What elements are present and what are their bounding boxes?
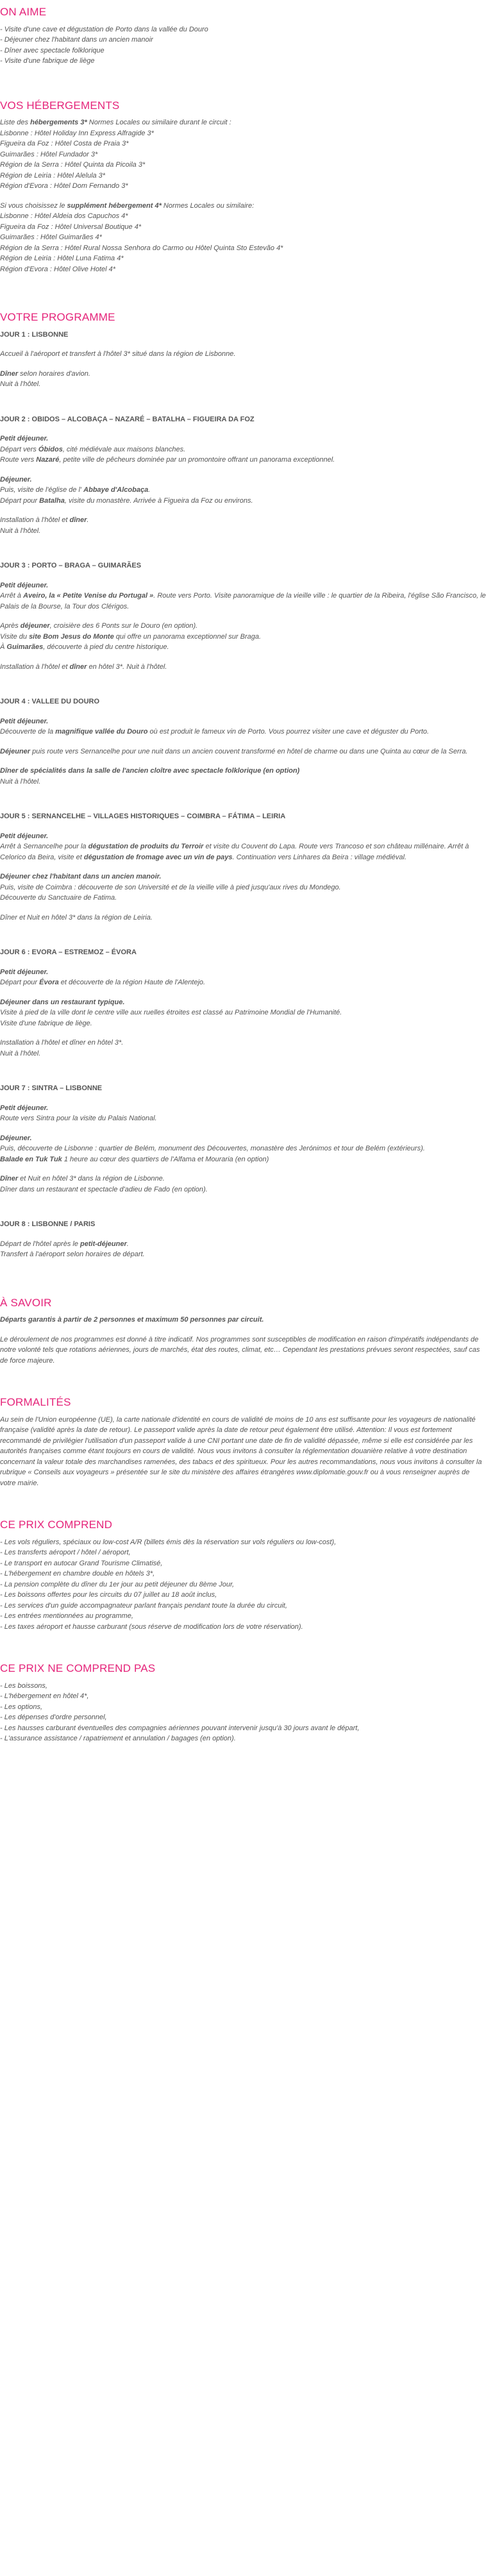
a-savoir-title: À SAVOIR [0,1296,52,1309]
list-item: - Les boissons offertes pour les circuits du 07 juillet au 18 août inclus, [0,1591,217,1599]
hebergements-title: VOS HÉBERGEMENTS [0,99,120,112]
list-item: - La pension complète du dîner du 1er jour au petit déjeuner du 8ème Jour, [0,1580,235,1588]
list-item: - Visite d'une cave et dégustation de Porto dans la vallée du Douro [0,25,208,33]
ne-comprend-title: CE PRIX NE COMPREND PAS [0,1662,156,1674]
list-item: - Les transferts aéroport / hôtel / aéroport, [0,1549,131,1556]
day-text: Déjeuner puis route vers Sernancelhe pour une nuit dans un ancien couvent transformé en hôtel de charme ou dans une Quinta au cœur de la Serra. [0,747,468,755]
day-text: Petit déjeuner. [0,968,49,976]
day-title: JOUR 3 : PORTO – BRAGA – GUIMARÃES [0,562,142,569]
day-6 [0,947,486,1059]
day-text: Route vers Sintra pour la visite du Palais National. [0,1115,157,1122]
list-item: - Les options, [0,1703,43,1711]
day-text: Départ vers Óbidos, cité médiévale aux maisons blanches. [0,445,186,453]
day-text: Départ de l'hôtel après le petit-déjeuner. [0,1240,129,1248]
day-text: Déjeuner chez l'habitant dans un ancien manoir. [0,873,162,880]
list-item: - Les services d'un guide accompagnateur parlant français pendant toute la durée du circuit, [0,1601,287,1610]
day-text: Dîner et Nuit en hôtel 3* dans la région de Leiria. [0,913,153,922]
day-text: Départ pour Évora et découverte de la région Haute de l'Alentejo. [0,979,206,986]
day-text: Découverte de la magnifique vallée du Douro où est produit le fameux vin de Porto. Vous pourrez visiter une cave et déguster du Porto. [0,728,430,736]
hotels-3-block [0,117,486,192]
day-text: Nuit à l'hôtel. [0,1049,41,1057]
hotel-item: Région d'Evora : Hôtel Dom Fernando 3* [0,182,128,190]
list-item: - Les taxes aéroport et hausse carburant (sous réserve de modification lors de votre réservation). [0,1622,303,1631]
day-text: Visite du site Bom Jesus do Monte qui offre un panorama exceptionnel sur Braga. [0,632,262,641]
list-item: - L'hébergement en chambre double en hôtels 3*, [0,1570,155,1578]
list-item: - L'assurance assistance / rapatriement et annulation / bagages (en option). [0,1735,236,1742]
day-text: Déjeuner. [0,1134,32,1142]
list-item: - Les hausses carburant éventuelles des compagnies aériennes pouvant intervenir jusqu'à 30 jours avant le départ, [0,1724,360,1732]
day-text: Arrêt à Sernancelhe pour la dégustation de produits du Terroir et visite du Couvent do Lapa. Route vers Trancoso et son château millénaire. Arrêt à Celorico da Beira, visite et dégustation de fromage avec un vin de pays. Continuation vers Linhares da Beira : village médiéval. [0,843,469,861]
a-savoir-section [0,1295,486,1367]
day-7 [0,1083,486,1195]
day-text: Nuit à l'hôtel. [0,777,41,786]
hotel-item: Région d'Evora : Hôtel Olive Hotel 4* [0,265,116,273]
hotel-item: Lisbonne : Hôtel Holiday Inn Express Alfragide 3* [0,129,154,137]
formalites-title: FORMALITÉS [0,1396,71,1408]
list-item: - Le transport en autocar Grand Tourisme Climatisé, [0,1559,163,1567]
list-item: - Les boissons, [0,1681,47,1690]
day-text: Accueil à l'aéroport et transfert à l'hôtel 3* situé dans la région de Lisbonne. [0,350,236,358]
day-3 [0,560,486,672]
day-2 [0,414,486,537]
list-item: - Les vols réguliers, spéciaux ou low-cost A/R (billets émis dès la réservation sur vols réguliers ou low-cost), [0,1538,337,1546]
day-text: Petit déjeuner. [0,717,49,725]
hotel-item: Région de la Serra : Hôtel Quinta da Picoila 3* [0,161,146,169]
day-text: Route vers Nazaré, petite ville de pêcheurs dominée par un promontoire offrant un panorama exceptionnel. [0,456,335,464]
hotel-item: Guimarães : Hôtel Guimarães 4* [0,233,102,241]
day-text: Puis, visite de Coimbra : découverte de son Université et de la vieille ville à pied jusqu'aux rives du Mondego. [0,883,341,891]
day-title: JOUR 2 : OBIDOS – ALCOBAÇA – NAZARÉ – BATALHA – FIGUEIRA DA FOZ [0,415,255,423]
list-item: - Visite d'une fabrique de liège [0,57,95,65]
day-text: Visite à pied de la ville dont le centre ville aux ruelles étroites est classé au Patrimoine Mondial de l'Humanité. [0,1009,342,1016]
hotels-4-intro: Si vous choisissez le supplément hébergement 4* Normes Locales ou similaire: [0,201,255,210]
list-item: - Les entrées mentionnées au programme, [0,1612,133,1620]
day-text: Dîner de spécialités dans la salle de l'ancien cloître avec spectacle folklorique (en option) [0,767,300,775]
hotel-item: Guimarães : Hôtel Fundador 3* [0,150,98,158]
list-item: - Déjeuner chez l'habitant dans un ancien manoir [0,36,153,44]
hotel-item: Figueira da Foz : Hôtel Universal Boutique 4* [0,223,142,231]
day-text: Transfert à l'aéroport selon horaires de départ. [0,1250,145,1258]
hotel-item: Région de Leiria : Hôtel Alelula 3* [0,171,106,180]
hotel-item: Figueira da Foz : Hôtel Costa de Praia 3* [0,140,129,147]
hotel-item: Lisbonne : Hôtel Aldeia dos Capuchos 4* [0,212,128,220]
on-aime-list [0,24,486,67]
day-title: JOUR 6 : EVORA – ESTREMOZ – ÉVORA [0,948,137,956]
hotels-3-intro: Liste des hébergements 3* Normes Locales ou similaire durant le circuit : [0,119,231,126]
on-aime-title: ON AIME [0,6,47,18]
day-text: Déjeuner dans un restaurant typique. [0,998,125,1006]
day-title: JOUR 5 : SERNANCELHE – VILLAGES HISTORIQUES – COIMBRA – FÁTIMA – LEIRIA [0,812,286,820]
day-text: Petit déjeuner. [0,1104,49,1112]
day-text: Dîner dans un restaurant et spectacle d'adieu de Fado (en option). [0,1185,208,1193]
day-1 [0,330,486,390]
formalites-section [0,1394,486,1488]
ne-comprend-section [0,1660,486,1744]
formalites-text: Au sein de l'Union européenne (UE), la carte nationale d'identité en cours de validité de moins de 10 ans est suffisante pour les voyageurs de nationalité française (validité après la date de retour). Le passeport valide après la date de retour peut également être utilisé. Attention: Il vous est fortement recommandé de privilégier l'utilisation d'un passeport valide à une CNI portant une date de fin de validité dépassée, même si elle est considérée par les autorités françaises comme étant toujours en cours de validité. Nous vous invitons à consulter la réglementation douanière relative à votre destination concernant la valeur totale des marchandises ramenées, des tabacs et des spiritueux. Pour les autres recommandations, nous vous invitons à consulter la rubrique « Conseils aux voyageurs » présentée sur le site du ministère des affaires étrangères www.diplomatie.gouv.fr ou à vous renseigner auprès de votre mairie. [0,1415,482,1487]
list-item: - Dîner avec spectacle folklorique [0,46,105,55]
day-text: Découverte du Sanctuaire de Fatima. [0,894,117,902]
day-text: Petit déjeuner. [0,435,49,442]
day-text: Installation à l'hôtel et dîner en hôtel 3*. Nuit à l'hôtel. [0,662,167,671]
programme-title: VOTRE PROGRAMME [0,311,115,323]
day-text: Balade en Tuk Tuk 1 heure au cœur des quartiers de l'Alfama et Mouraria (en option) [0,1155,269,1163]
day-text: Départ pour Batalha, visite du monastère. Arrivée à Figueira da Foz ou environs. [0,496,253,505]
day-title: JOUR 8 : LISBONNE / PARIS [0,1220,96,1228]
a-savoir-highlight: Départs garantis à partir de 2 personnes et maximum 50 personnes par circuit. [0,1316,264,1324]
day-title: JOUR 4 : VALLEE DU DOURO [0,698,100,705]
hotel-item: Région de la Serra : Hôtel Rural Nossa Senhora do Carmo ou Hôtel Quinta Sto Estevão 4* [0,244,283,252]
list-item: - L'hébergement en hôtel 4*, [0,1692,89,1700]
day-5 [0,811,486,923]
hebergements-section [0,97,486,275]
comprend-section [0,1517,486,1632]
day-text: Nuit à l'hôtel. [0,526,41,535]
day-8 [0,1219,486,1260]
comprend-title: CE PRIX COMPREND [0,1519,113,1531]
day-text: Après déjeuner, croisière des 6 Ponts sur le Douro (en option). [0,622,198,630]
day-title: JOUR 7 : SINTRA – LISBONNE [0,1084,103,1092]
day-text: Visite d'une fabrique de liège. [0,1019,92,1027]
day-text: À Guimarães, découverte à pied du centre historique. [0,643,169,651]
day-text: Installation à l'hôtel et dîner. [0,516,89,524]
day-text: Dîner selon horaires d'avion. [0,369,90,378]
hotel-item: Région de Leiria : Hôtel Luna Fatima 4* [0,255,124,262]
hotels-4-block [0,201,486,275]
day-text: Petit déjeuner. [0,581,49,589]
day-text: Dîner et Nuit en hôtel 3* dans la région de Lisbonne. [0,1175,165,1183]
day-4 [0,696,486,787]
list-item: - Les dépenses d'ordre personnel, [0,1713,107,1721]
day-text: Arrêt à Aveiro, la « Petite Venise du Portugal ». Route vers Porto. Visite panoramique de la vieille ville : le quartier de la Ribeira, l'église São Francisco, le Palais de la Bourse, la Tour dos Clérigos. [0,592,486,610]
day-text: Nuit à l'hôtel. [0,380,41,388]
programme-section [0,309,486,1260]
day-title: JOUR 1 : LISBONNE [0,330,69,339]
day-text: Petit déjeuner. [0,832,49,840]
day-text: Puis, découverte de Lisbonne : quartier de Belém, monument des Découvertes, monastère des Jerónimos et tour de Belém (extérieurs). [0,1145,425,1152]
day-text: Installation à l'hôtel et dîner en hôtel 3*. [0,1039,124,1047]
a-savoir-text: Le déroulement de nos programmes est donné à titre indicatif. Nos programmes sont susceptibles de modification en raison d'impératifs indépendants de notre volonté tels que rotations aériennes, jours de marchés, état des routes, climat, etc… Cependant les prestations prévues seront respectées, sauf cas de force majeure. [0,1335,480,1365]
on-aime-section [0,4,486,67]
day-text: Puis, visite de l'église de l' Abbaye d'Alcobaça. [0,486,151,494]
day-text: Déjeuner. [0,475,32,484]
